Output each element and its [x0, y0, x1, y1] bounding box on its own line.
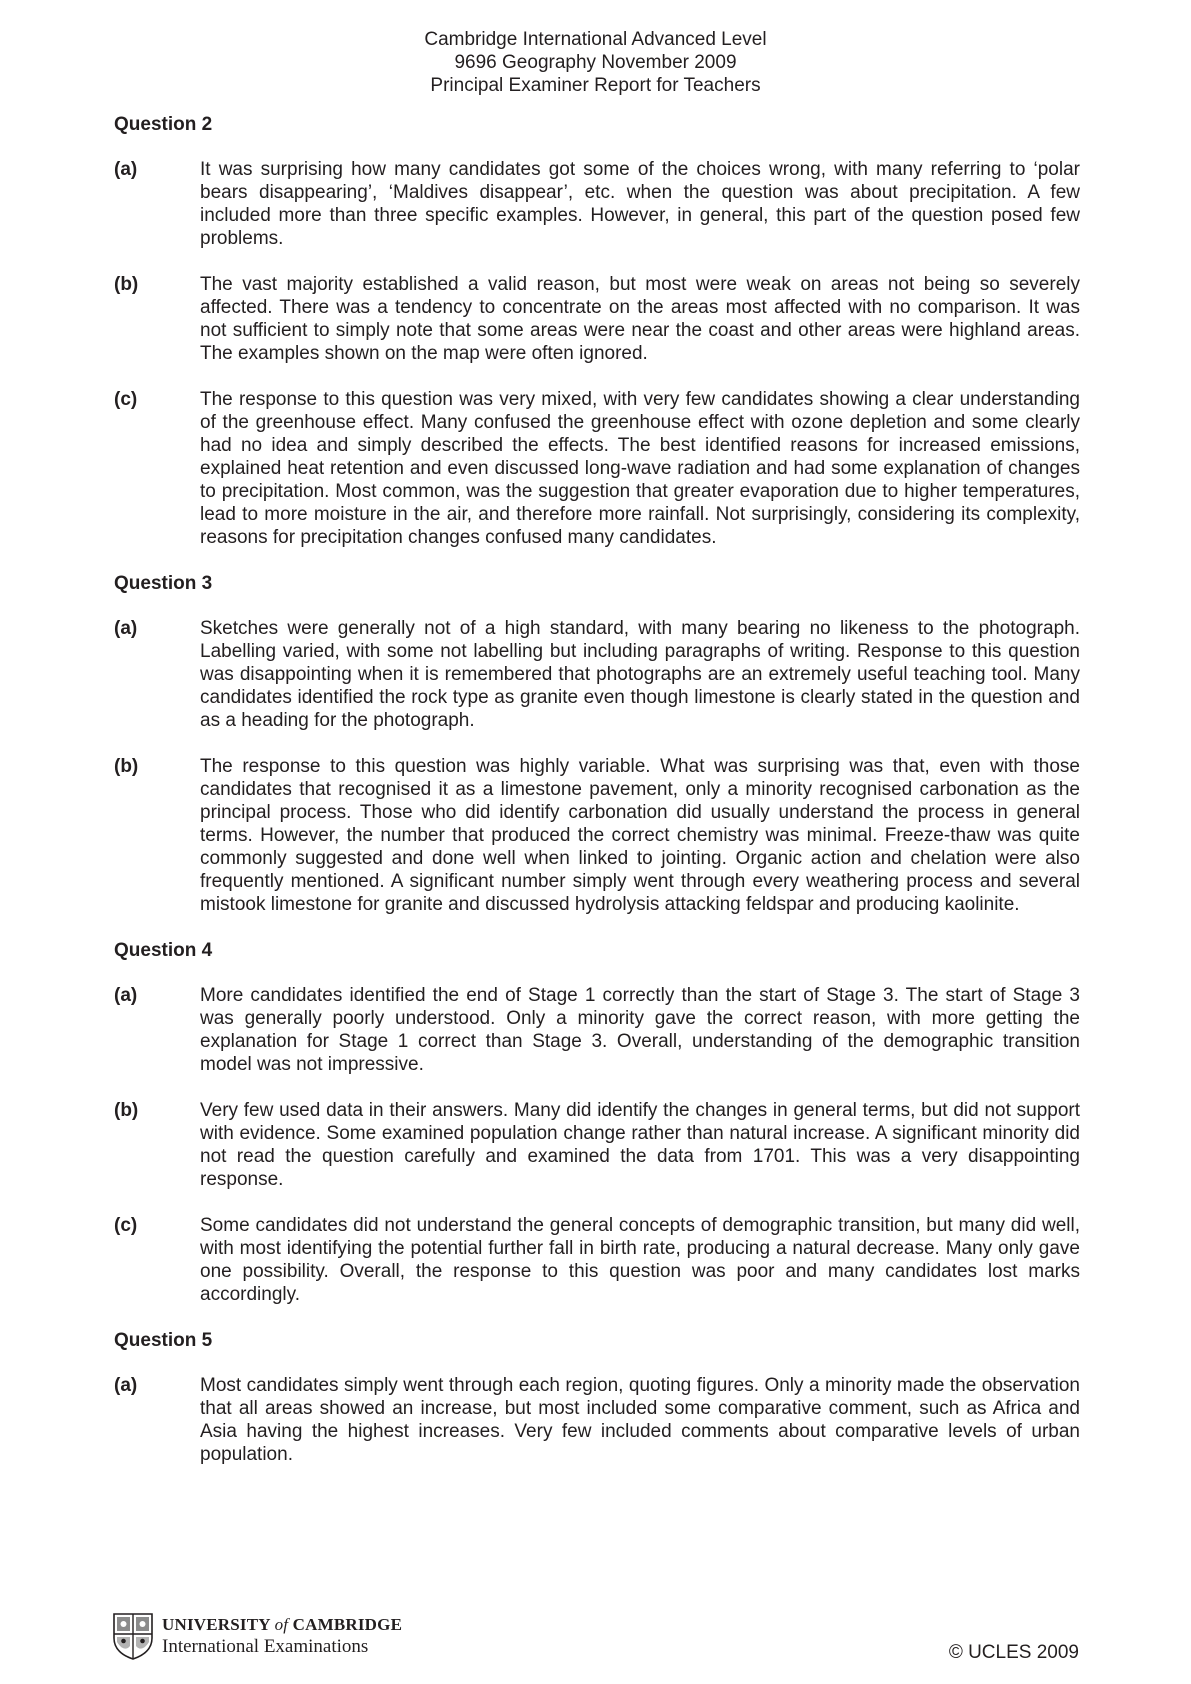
page-header — [0, 28, 1191, 97]
question-3 — [114, 572, 1080, 916]
logo-cambridge-word: CAMBRIDGE — [292, 1615, 403, 1634]
part-label: (a) — [114, 1375, 138, 1396]
logo-university-word: UNIVERSITY — [162, 1615, 271, 1634]
part-label: (b) — [114, 1100, 139, 1121]
copyright-notice: © UCLES 2009 — [948, 1642, 1079, 1663]
part-label: (a) — [114, 985, 138, 1006]
part-label: (b) — [114, 274, 139, 295]
logo-of-word: of — [274, 1615, 289, 1634]
question-part — [114, 755, 1080, 916]
header-line-1: Cambridge International Advanced Level — [424, 29, 767, 50]
question-part — [114, 273, 1080, 365]
question-4 — [114, 939, 1080, 1306]
question-part — [114, 617, 1080, 732]
cambridge-logo — [112, 1612, 402, 1660]
logo-line-international: International Examinations — [162, 1636, 369, 1657]
university-crest-icon — [112, 1612, 154, 1660]
header-line-2: 9696 Geography November 2009 — [454, 52, 737, 73]
question-part — [114, 984, 1080, 1076]
header-line-3: Principal Examiner Report for Teachers — [430, 75, 761, 96]
question-part — [114, 158, 1080, 250]
part-text: Sketches were generally not of a high standard, with many bearing no likeness to the photograph. Labelling varied, with some not labelling but including paragraphs of writing. Response to this question was disappointing when it is remembered that photographs are an extremely useful teaching tool. Many candidates identified the rock type as granite even though limestone is clearly stated in the question and as a heading for the photograph. — [200, 618, 1080, 731]
part-text: It was surprising how many candidates got some of the choices wrong, with many referring to ‘polar bears disappearing’, ‘Maldives disappear’, etc. when the question was about precipitation. A few included more than three specific examples. However, in general, this part of the question posed few problems. — [200, 159, 1080, 249]
question-5 — [114, 1329, 1080, 1466]
part-label: (c) — [114, 389, 138, 410]
report-body — [114, 113, 1080, 1489]
part-text: The vast majority established a valid reason, but most were weak on areas not being so severely affected. There was a tendency to concentrate on the areas most affected with no comparison. It was not sufficient to simply note that some areas were near the coast and other areas were highland areas. The examples shown on the map were often ignored. — [200, 274, 1080, 364]
part-text: Some candidates did not understand the general concepts of demographic transition, but many did well, with most identifying the potential further fall in birth rate, producing a natural decrease. Many only gave one possibility. Overall, the response to this question was poor and many candidates lost marks accordingly. — [200, 1215, 1080, 1305]
question-part — [114, 1374, 1080, 1466]
part-label: (a) — [114, 159, 138, 180]
part-label: (c) — [114, 1215, 138, 1236]
part-text: The response to this question was very mixed, with very few candidates showing a clear understanding of the greenhouse effect. Many confused the greenhouse effect with ozone depletion and some clearly had no idea and simply described the effects. The best identified reasons for increased emissions, explained heat retention and even discussed long-wave radiation and had some explanation of changes to precipitation. Most common, was the suggestion that greater evaporation due to higher temperatures, lead to more moisture in the air, and therefore more rainfall. Not surprisingly, considering its complexity, reasons for precipitation changes confused many candidates. — [200, 389, 1080, 548]
question-heading: Question 2 — [114, 114, 213, 135]
part-text: More candidates identified the end of Stage 1 correctly than the start of Stage 3. The start of Stage 3 was generally poorly understood. Only a minority gave the correct reason, with more getting the explanation for Stage 1 correct than Stage 3. Overall, understanding of the demographic transition model was not impressive. — [200, 985, 1080, 1075]
part-text: Very few used data in their answers. Many did identify the changes in general terms, but did not support with evidence. Some examined population change rather than natural increase. A significant minority did not read the question carefully and examined the data from 1701. This was a very disappointing response. — [200, 1100, 1080, 1190]
logo-wordmark — [162, 1614, 402, 1658]
part-text: Most candidates simply went through each region, quoting figures. Only a minority made the observation that all areas showed an increase, but most included some comparative comment, such as Africa and Asia having the highest increases. Very few included comments about comparative levels of urban population. — [200, 1375, 1080, 1465]
question-part — [114, 1099, 1080, 1191]
question-heading: Question 5 — [114, 1330, 213, 1351]
question-heading: Question 4 — [114, 940, 213, 961]
logo-line-university — [162, 1614, 402, 1635]
question-heading: Question 3 — [114, 573, 213, 594]
question-part — [114, 388, 1080, 549]
question-part — [114, 1214, 1080, 1306]
question-2 — [114, 113, 1080, 549]
part-label: (b) — [114, 756, 139, 777]
part-label: (a) — [114, 618, 138, 639]
part-text: The response to this question was highly variable. What was surprising was that, even with those candidates that recognised it as a limestone pavement, only a minority recognised carbonation as the principal process. Those who did identify carbonation did usually understand the process in general terms. However, the number that produced the correct chemistry was minimal. Freeze-thaw was quite commonly suggested and done well when linked to jointing. Organic action and chelation were also frequently mentioned. A significant number simply went through every weathering process and several mistook limestone for granite and discussed hydrolysis attacking feldspar and producing kaolinite. — [200, 756, 1080, 915]
